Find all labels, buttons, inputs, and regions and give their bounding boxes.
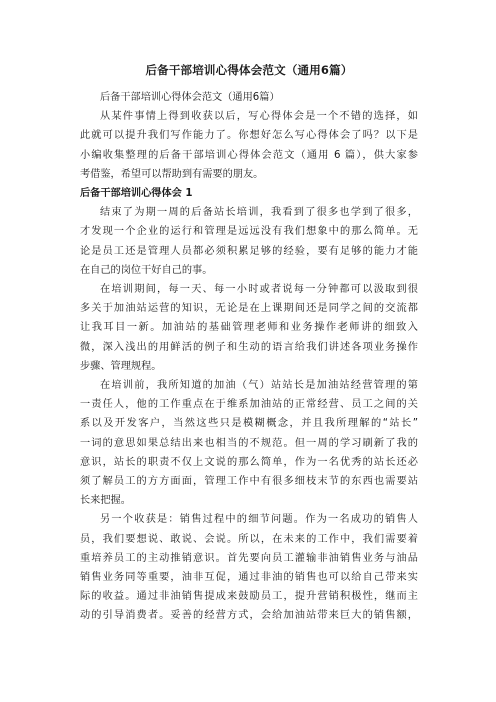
- intro-line: 小编收集整理的后备干部培训心得体会范文（通用 6 篇），供大家参: [80, 149, 418, 161]
- paragraph-line: 微，深入浅出的用鲜活的例子和生动的语言给我们讲述各项业务操作: [80, 341, 418, 353]
- body-paragraph-4: [80, 510, 418, 625]
- paragraph-line: 一责任人，他的工作重点在于维系加油站的正常经营、员工之间的关: [80, 399, 418, 411]
- paragraph-line: 在自己的岗位干好自己的事。: [80, 264, 213, 276]
- paragraph-line: 员，我们要想说、敢说、会说。所以，在未来的工作中，我们需要着: [80, 533, 418, 545]
- paragraph-line: 在培训前，我所知道的加油（气）站站长是加油站经营管理的第: [100, 380, 418, 392]
- paragraph-line: 论是员工还是管理人员都必须积累足够的经验，要有足够的能力才能: [80, 245, 418, 257]
- document-title: 后备干部培训心得体会范文（通用6篇）: [145, 63, 353, 77]
- paragraph-line: 另一个收获是：销售过程中的细节问题。作为一名成功的销售人: [100, 514, 418, 526]
- paragraph-line: 意识，站长的职责不仅上文说的那么简单，作为一名优秀的站长还必: [80, 456, 418, 468]
- paragraph-line: 结束了为期一周的后备站长培训，我看到了很多也学到了很多，: [100, 207, 418, 219]
- paragraph-line: 销售业务同等重要，油非互促，通过非油的销售也可以给自己带来实: [80, 572, 418, 584]
- paragraph-line: 须了解员工的方方面面，管理工作中有很多细枝末节的东西也需要站: [80, 476, 418, 488]
- section-heading: 后备干部培训心得体会 1: [80, 188, 193, 200]
- body-paragraph-2: [80, 280, 418, 376]
- paragraph-line: 重培养员工的主动推销意识。首先要向员工灌输非油销售业务与油品: [80, 552, 418, 564]
- paragraph-line: 在培训期间，每一天、每一小时或者说每一分钟都可以汲取到很: [100, 284, 418, 296]
- paragraph-line: 动的引导消费者。妥善的经营方式，会给加油站带来巨大的销售额，: [80, 610, 418, 622]
- paragraph-line: 长来把握。: [80, 495, 131, 507]
- intro-line: 此就可以提升我们写作能力了。你想好怎么写心得体会了吗？以下是: [80, 130, 418, 142]
- intro-paragraph: [80, 107, 418, 184]
- paragraph-line: 才发现一个企业的运行和管理是远远没有我们想象中的那么简单。无: [80, 226, 418, 238]
- document-subtitle: 后备干部培训心得体会范文（通用6篇）: [100, 92, 280, 103]
- paragraph-line: 让我耳目一新。加油站的基础管理老师和业务操作老师讲的细致入: [80, 322, 418, 334]
- body-paragraph-3: [80, 376, 418, 510]
- paragraph-line: 步骤、管理规程。: [80, 360, 162, 372]
- paragraph-line: 多关于加油站运营的知识，无论是在上课期间还是同学之间的交流都: [80, 303, 418, 315]
- paragraph-line: 际的收益。通过非油销售提成来鼓励员工，提升营销积极性，继而主: [80, 591, 418, 603]
- intro-line: 从某件事情上得到收获以后，写心得体会是一个不错的选择，如: [100, 111, 418, 123]
- body-paragraph-1: [80, 203, 418, 280]
- paragraph-line: 一词的意思如果总结出来也相当的不规范。但一周的学习刷新了我的: [80, 437, 418, 449]
- intro-line: 考借鉴，希望可以帮助到有需要的朋友。: [80, 168, 264, 180]
- paragraph-line: 系以及开发客户，当然这些只是模糊概念，并且我所理解的“站长”: [80, 418, 418, 430]
